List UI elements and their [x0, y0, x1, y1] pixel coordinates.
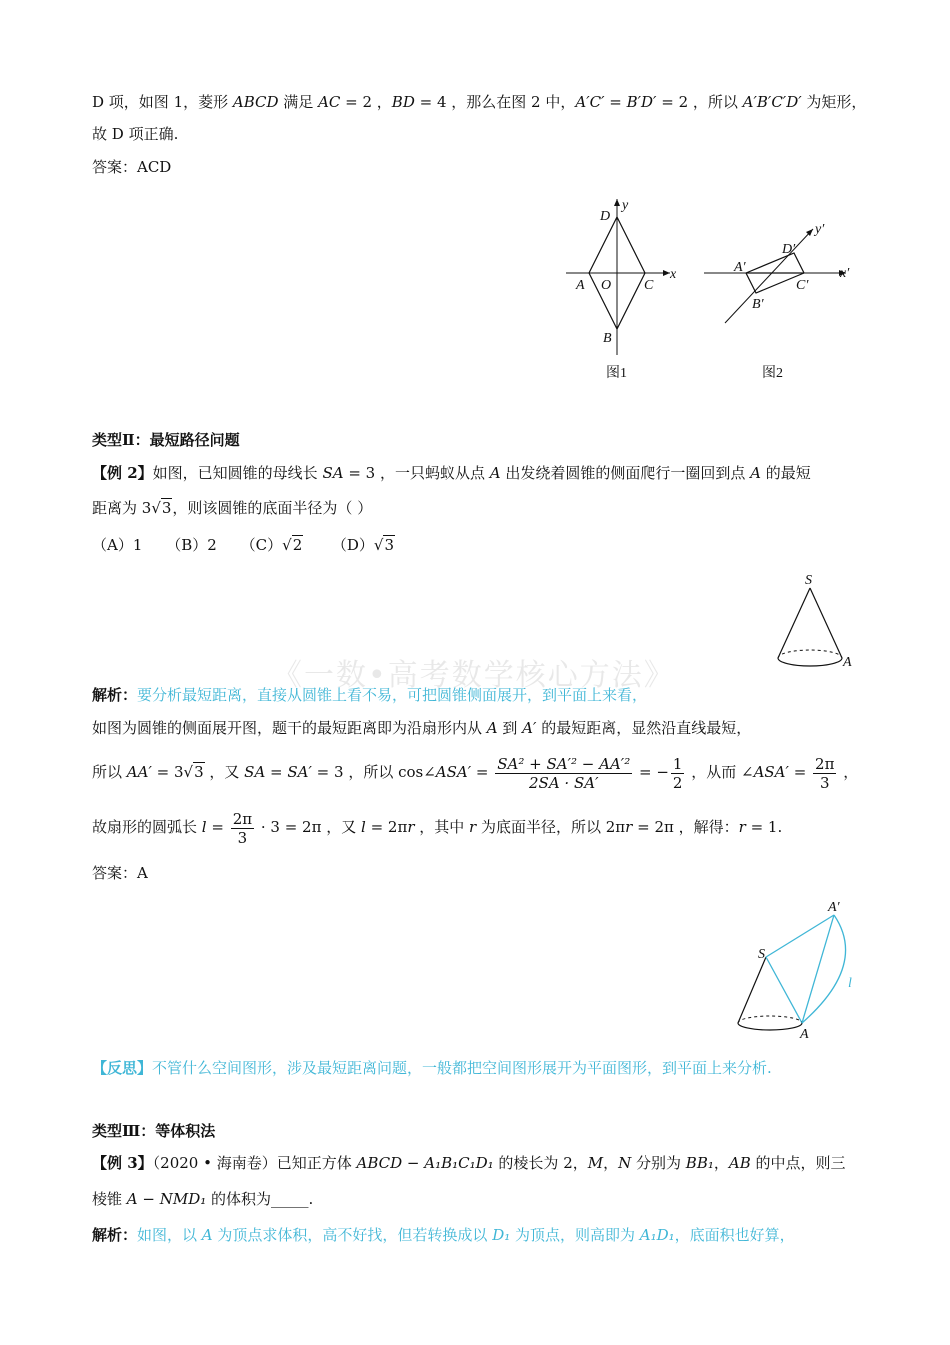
text: = 1.	[745, 818, 783, 836]
text: 为底面半径，所以 2π	[476, 818, 626, 836]
frac-num: SA² + SA′² − AA′²	[497, 754, 631, 773]
math-var: A − NMD₁	[126, 1190, 207, 1208]
text: 满足	[278, 93, 319, 111]
math-var: l	[201, 818, 207, 836]
text: 的最短	[760, 464, 811, 482]
text: =	[265, 763, 288, 781]
text: 所以	[92, 763, 127, 781]
solution-label: 解析：	[92, 686, 138, 704]
option-d: （D）	[331, 536, 374, 554]
cone-side-left	[778, 588, 810, 658]
frac-den: 2	[672, 773, 683, 792]
reflection	[92, 1057, 772, 1079]
text: 的最短距离，显然沿直线最短，	[536, 719, 752, 737]
label-A: A	[843, 655, 852, 670]
fraction-angle	[813, 755, 836, 792]
text: ，	[603, 1154, 619, 1172]
text: · 3 = 2π ，又	[256, 818, 361, 836]
figure-1-caption: 图1	[606, 366, 627, 381]
text: ，	[713, 1154, 729, 1172]
text: =	[471, 763, 494, 781]
example-3-line2	[92, 1188, 313, 1210]
math-var: SA′	[287, 763, 312, 781]
label-A: A	[576, 278, 585, 293]
text: = 4 ，那么在图 2 中，	[414, 93, 576, 111]
math-var: A′C′	[575, 93, 605, 111]
cone-side-right	[810, 588, 842, 658]
figure-2-parallelogram	[700, 215, 860, 385]
math-var: BD	[391, 93, 415, 111]
label-S: S	[758, 947, 765, 962]
solution-2-line4	[92, 807, 782, 847]
label-Ap: A′	[828, 900, 840, 915]
text: 出发绕着圆锥的侧面爬行一圈回到点	[500, 464, 751, 482]
label-x: x	[670, 267, 677, 282]
cone-base-back	[778, 650, 842, 658]
fraction-cos	[495, 755, 632, 792]
math-var: ASA′	[753, 763, 789, 781]
solution-2-hint	[92, 684, 647, 706]
watermark: 《一数•高考数学核心方法》	[272, 658, 676, 693]
text: ，又	[204, 763, 245, 781]
math-var: BB₁	[685, 1154, 714, 1172]
text: ，从而 ∠	[686, 763, 754, 781]
math-var: D₁	[492, 1226, 511, 1244]
text: 的棱长为 2，	[493, 1154, 588, 1172]
option-c: （C）	[240, 536, 283, 554]
text: 距离为 3	[92, 499, 152, 517]
text: 为矩形，	[801, 93, 867, 111]
text: 故扇形的圆弧长	[92, 818, 202, 836]
solution-3-hint	[92, 1224, 795, 1246]
label-yp: y′	[815, 222, 825, 237]
text: 如图，以	[137, 1226, 202, 1244]
math-var: A	[750, 464, 761, 482]
label-Ap: A′	[734, 260, 746, 275]
text: 如图为圆锥的侧面展开图，题干的最短距离即为沿扇形内从	[92, 719, 487, 737]
math-var: AC	[318, 93, 341, 111]
example-tag: 【例 3】	[92, 1154, 153, 1172]
solution-2-line3: 所以 AA′ = 3√3 ，又 SA = SA′ = 3 ，所以 cos∠ASA′ = $\frac{\text{SA² + SA′² − AA′²}}{2SA \cdot SA'}$ = − $\frac{1}{2}$ ，从而 ∠ASA′ = $\frac{2\pi}{3}$ ，	[92, 754, 859, 792]
math-var: ASA′	[435, 763, 472, 781]
label-Dp: D′	[782, 242, 796, 257]
text: = 3 ，所以 cos∠	[311, 763, 436, 781]
math-var: A′B′C′D′	[742, 93, 802, 111]
reflection-text: 不管什么空间图形，涉及最短距离问题，一般都把空间图形展开为平面图形，到平面上来分析.	[152, 1059, 772, 1077]
math-var: A′	[522, 719, 537, 737]
math-var: B′D′	[626, 93, 657, 111]
reflection-tag: 【反思】	[92, 1059, 153, 1077]
math-var: A	[201, 1226, 213, 1244]
math-var: N	[618, 1154, 632, 1172]
frac-num: 2π	[815, 754, 835, 773]
text: 的中点，则三	[750, 1154, 846, 1172]
fraction-arc	[231, 810, 254, 847]
math-var: A	[489, 464, 501, 482]
answer-1: 答案：ACD	[92, 158, 172, 176]
hint-text	[137, 1226, 795, 1244]
text: 为顶点，则高即为	[510, 1226, 640, 1244]
label-C: C	[644, 278, 654, 293]
cone-base-back	[738, 1016, 802, 1023]
math-var: SA	[244, 763, 266, 781]
solution-label: 解析：	[92, 1226, 138, 1244]
label-Cp: C′	[796, 278, 809, 293]
label-y: y	[622, 198, 629, 213]
text: =	[604, 93, 627, 111]
answer-2: 答案：A	[92, 864, 148, 882]
fraction-half	[671, 755, 685, 792]
label-S: S	[805, 573, 812, 588]
text: 棱锥	[92, 1190, 127, 1208]
math-var: r	[469, 818, 477, 836]
generatrix-sa	[766, 957, 802, 1023]
text: = −	[634, 763, 669, 781]
sqrt-radicand: 3	[161, 499, 172, 517]
math-var: ABCD	[232, 93, 279, 111]
label-A: A	[800, 1027, 809, 1042]
y-axis-arrow	[614, 199, 620, 206]
math-var: A₁D₁	[639, 1226, 675, 1244]
math-var: l	[361, 818, 366, 836]
text: （2020 • 海南卷）已知正方体	[152, 1154, 357, 1172]
text: = 2π	[365, 818, 408, 836]
text: 分别为	[631, 1154, 686, 1172]
math-var: A	[486, 719, 498, 737]
example-2-options: （A）1 （B）2 （C）√2 （D）√3	[92, 536, 394, 554]
example-2-line2: 距离为 3√3，则该圆锥的底面半径为（ ）	[92, 499, 373, 517]
math-var: r	[738, 818, 746, 836]
cone-figure-2-unfolded	[728, 895, 868, 1045]
text: D 项，如图 1，菱形	[92, 93, 233, 111]
text: = 2π ，解得：	[632, 818, 739, 836]
text: =	[788, 763, 812, 781]
text: = 2 ，	[340, 93, 392, 111]
yp-axis	[725, 229, 813, 323]
example-2-line1	[92, 462, 811, 484]
section-heading-type3: 类型Ⅲ：等体积法	[92, 1122, 216, 1140]
sqrt-radicand: 2	[292, 536, 303, 554]
figure-1-rhombus	[560, 195, 690, 385]
text: 如图，已知圆锥的母线长	[152, 464, 323, 482]
label-Bp: B′	[752, 297, 764, 312]
x-axis-arrow	[663, 270, 670, 276]
text: 的体积为_____.	[206, 1190, 314, 1208]
figure-2-caption: 图2	[762, 366, 783, 381]
label-D: D	[600, 209, 611, 224]
text: = 3	[151, 763, 184, 781]
frac-den: 3	[237, 828, 248, 847]
frac-num: 2π	[232, 809, 253, 828]
frac-den: 2SA · SA′	[529, 773, 599, 792]
sqrt-radicand: 3	[384, 536, 394, 554]
text: = 2 ，所以	[656, 93, 743, 111]
para-rhombus-line2: 故 D 项正确.	[92, 125, 179, 143]
math-var: r	[407, 818, 415, 836]
math-var: r	[625, 818, 633, 836]
sqrt-radicand: 3	[194, 763, 204, 781]
math-var: ABCD − A₁B₁C₁D₁	[356, 1154, 494, 1172]
frac-den: 3	[819, 773, 830, 792]
text: ，底面积也好算，	[674, 1226, 795, 1244]
option-b: （B）2	[166, 536, 217, 554]
section-heading-type2: 类型Ⅱ：最短路径问题	[92, 431, 240, 449]
frac-num: 1	[672, 754, 683, 773]
label-l: l	[848, 976, 852, 991]
cone-base-front	[778, 658, 842, 666]
label-xp: x′	[840, 266, 850, 281]
math-var: SA	[322, 464, 344, 482]
cone-side-left	[738, 957, 766, 1023]
cone-figure-1	[768, 570, 868, 675]
hint-text: 要分析最短距离，直接从圆锥上看不易，可把圆锥侧面展开，到平面上来看，	[137, 686, 648, 704]
math-var: M	[587, 1154, 604, 1172]
text: 到	[497, 719, 523, 737]
label-O: O	[601, 278, 612, 293]
label-B: B	[603, 331, 612, 346]
text: ，则该圆锥的底面半径为（ ）	[172, 499, 373, 517]
example-3-line1	[92, 1152, 846, 1174]
math-var: AB	[728, 1154, 751, 1172]
text: =	[206, 818, 229, 836]
cone-base-front	[738, 1023, 802, 1030]
math-var: AA′	[126, 763, 152, 781]
example-tag: 【例 2】	[92, 464, 153, 482]
text: ，其中	[414, 818, 470, 836]
text: 为顶点求体积，高不好找，但若转换成以	[212, 1226, 493, 1244]
text: = 3 ，一只蚂蚁从点	[343, 464, 490, 482]
option-a: （A）1	[92, 536, 143, 554]
para-rhombus-line1	[92, 91, 866, 113]
solution-2-line2	[92, 717, 751, 739]
text: ，	[838, 763, 859, 781]
